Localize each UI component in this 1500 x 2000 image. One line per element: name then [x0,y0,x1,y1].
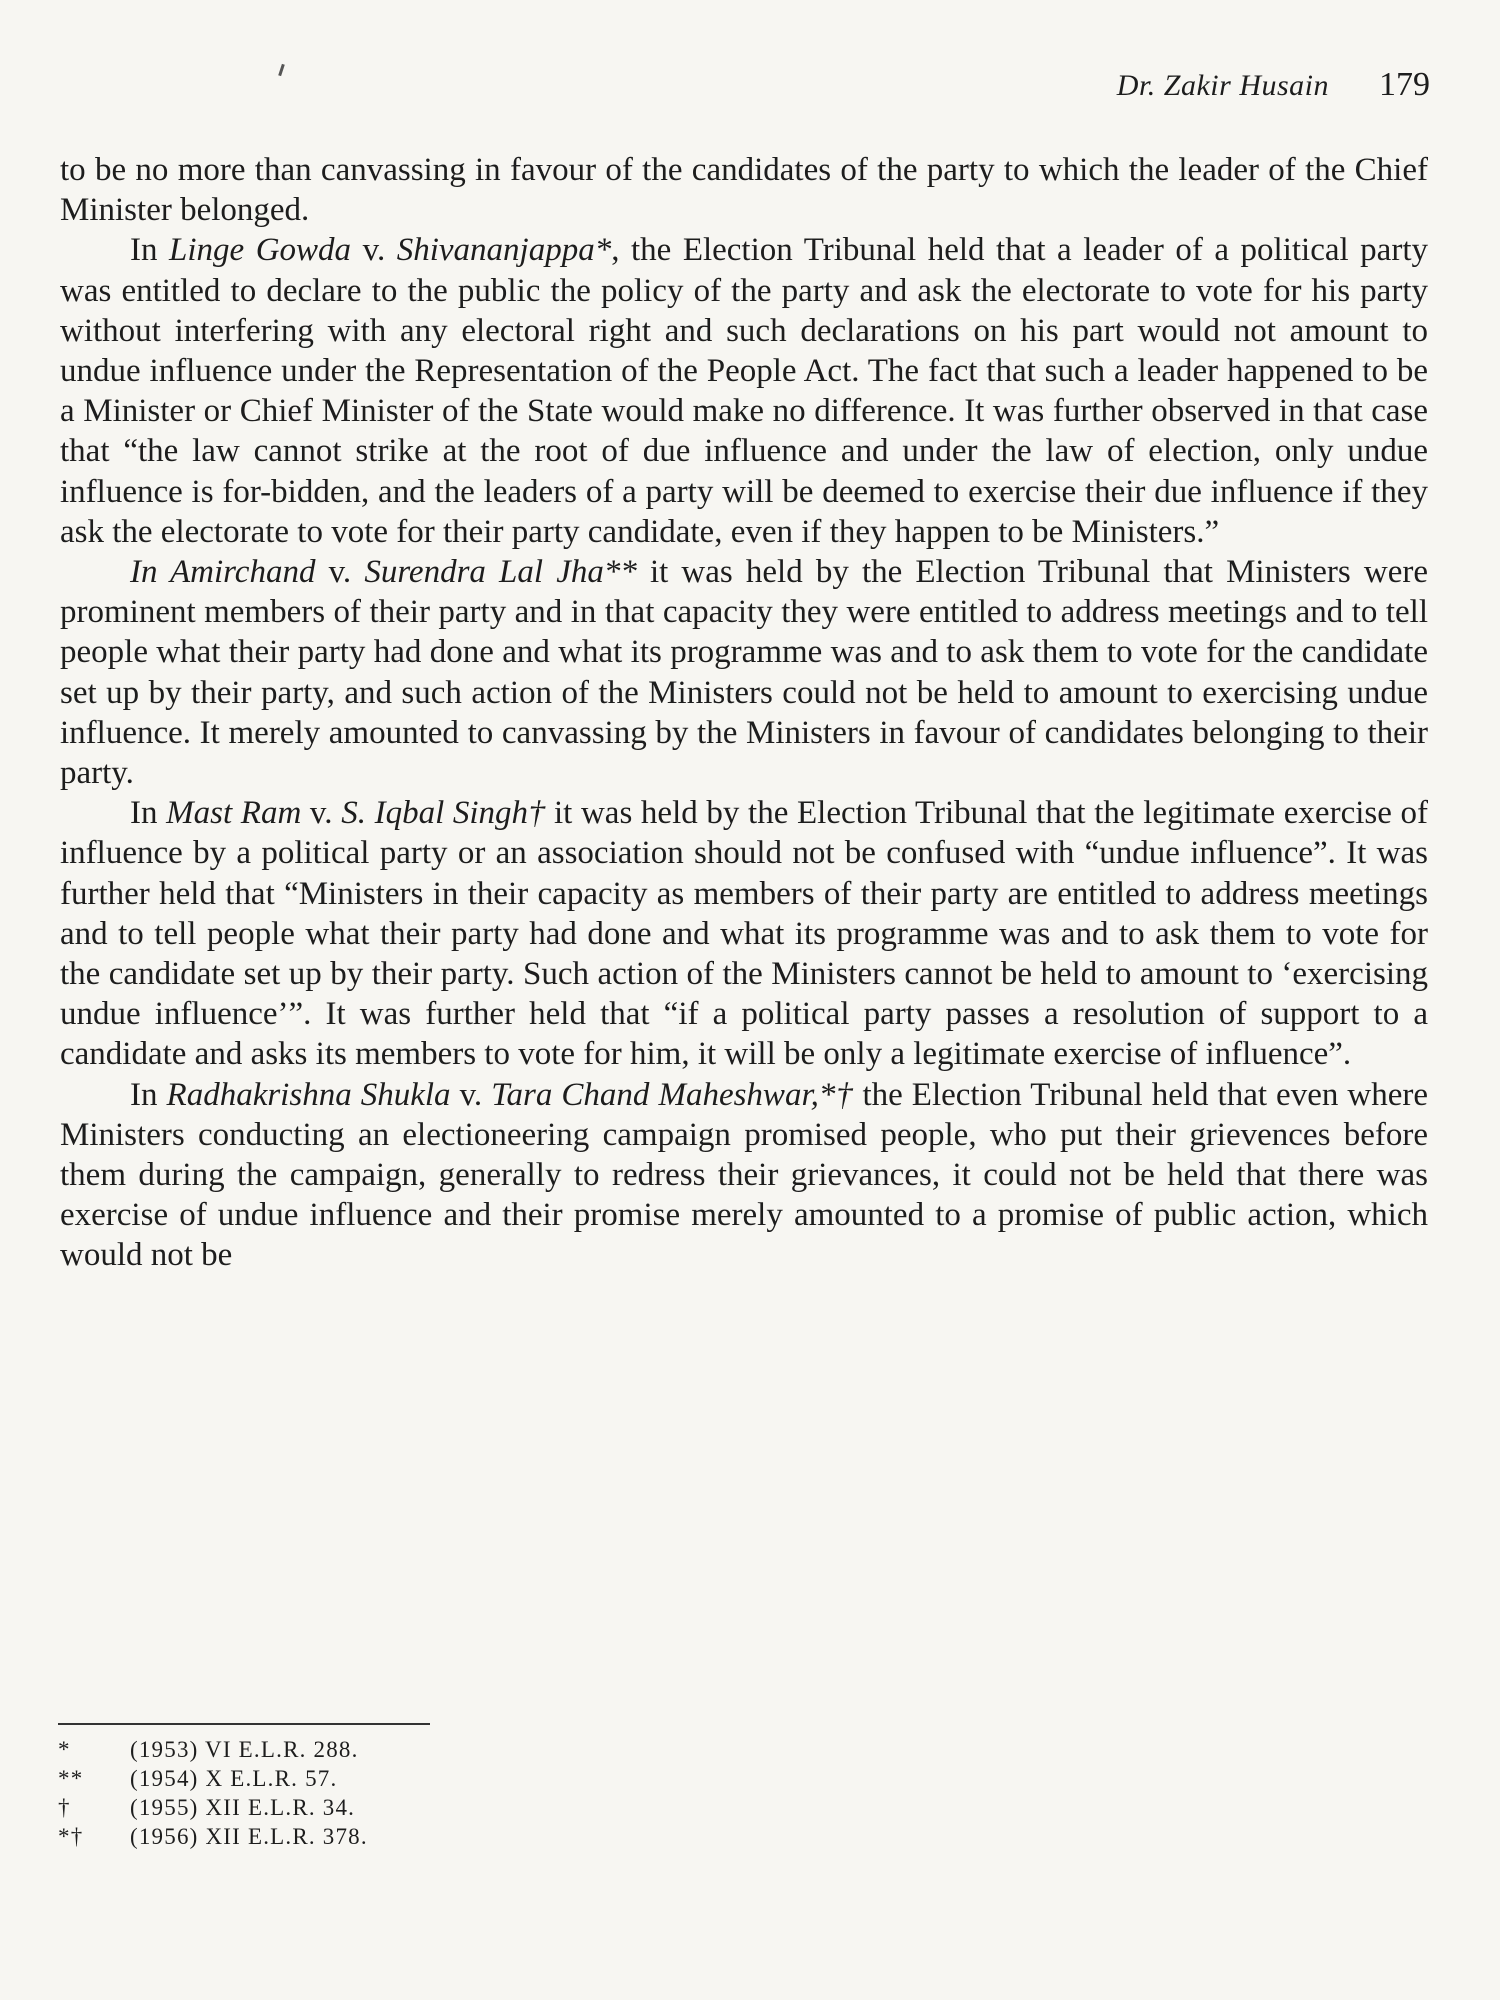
body-text [60,150,1428,1276]
stray-mark [278,64,285,76]
case-citation: S. Iqbal Singh† [341,795,546,832]
page-number: 179 [1379,66,1430,103]
footnote-divider [58,1723,430,1725]
footnote-mark: *† [58,1824,84,1849]
header-title: Dr. Zakir Husain [1116,69,1329,102]
paragraph [60,1075,1428,1276]
case-citation: Tara Chand Maheshwar,*† [491,1076,854,1113]
footnote-mark: * [58,1737,71,1762]
text-segment: In [130,1076,167,1113]
footnote-text: (1954) X E.L.R. 57. [130,1766,338,1791]
case-citation: In Amirchand [130,554,316,591]
text-segment: it was held by the Election Tribunal that Ministers were prominent members of their party and in that capacity they were entitled to address meetings and to tell people what their party had done and what its programme was and to ask them to vote for the candidate set up by their party, and such action of the Ministers could not be held to amount to exercising undue influence. It merely amounted to canvassing by the Ministers in favour of candidates belonging to their party. [60,554,1428,792]
text-segment: the Election Tribunal held that even where Ministers conducting an electioneering campaign promised people, who put their grievences before them during the campaign, generally to redress their grievances, it could not be held that there was exercise of undue influence and their promise merely amounted to a promise of public action, which would not be [60,1076,1428,1274]
text-segment: it was held by the Election Tribunal that the legitimate exercise of influence by a political party or an association should not be confused with “undue influence”. It was further held that “Ministers in their capacity as members of their party are entitled to address meetings and to tell people what their party had done and what its programme was and to ask them to vote for the candidate set up by their party. Such action of the Ministers cannot be held to amount to ‘exercising undue influence’”. It was further held that “if a political party passes a resolution of support to a candidate and asks its members to vote for him, it will be only a legitimate exercise of influence”. [60,795,1429,1073]
case-citation: Mast Ram [166,795,302,832]
case-citation: Surendra Lal Jha** [364,554,637,591]
case-citation: Radhakrishna Shukla [166,1076,451,1113]
footnote [58,1735,758,1764]
footnote-text: (1955) XII E.L.R. 34. [130,1795,356,1820]
paragraph [60,230,1428,552]
text-segment: v. [301,795,342,832]
footnote-text: (1953) VI E.L.R. 288. [130,1737,359,1762]
case-citation: Linge Gowda [169,232,352,269]
text-segment: In [130,232,170,269]
paragraph [60,793,1428,1074]
text-segment: to be no more than canvassing in favour of the candidates of the party to which the leader of the Chief Minister belonged. [60,152,1428,229]
case-citation: Shivananjappa* [396,232,612,269]
running-header [1117,66,1430,104]
footnote-text: (1956) XII E.L.R. 378. [130,1824,368,1849]
text-segment: v. [450,1076,492,1113]
footnote [58,1822,758,1851]
text-segment: v. [351,232,397,269]
text-segment: , the Election Tribunal held that a leader of a political party was entitled to declare to the public the policy of the party and ask the electorate to vote for his party without interfering with any electoral right and such declarations on his part would not amount to undue influence under the Representation of the People Act. The fact that such a leader happened to be a Minister or Chief Minister of the State would make no difference. It was further observed in that case that “the law cannot strike at the root of due influence and under the law of election, only undue influence is for-bidden, and the leaders of a party will be deemed to exercise their due influence if they ask the electorate to vote for their party candidate, even if they happen to be Ministers.” [60,232,1428,550]
footnote-mark: † [58,1795,71,1820]
text-segment: v. [315,554,365,591]
footnotes [58,1735,758,1851]
paragraph [60,552,1428,793]
footnote-mark: ** [58,1766,84,1791]
text-segment: In [130,795,167,832]
paragraph [60,150,1428,230]
footnote [58,1793,758,1822]
footnote [58,1764,758,1793]
